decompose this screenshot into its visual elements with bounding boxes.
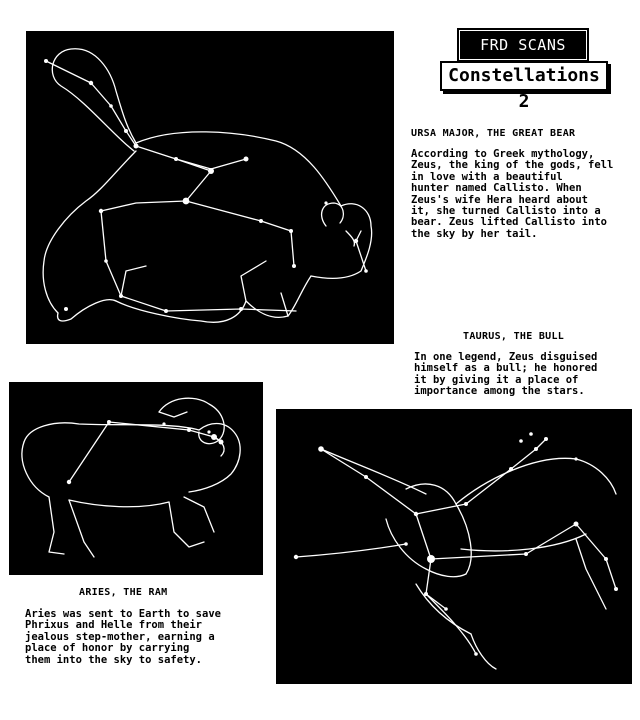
- page-title: Constellations 2: [440, 61, 608, 91]
- text-line: In one legend, Zeus disguised: [414, 351, 598, 363]
- taurus-drawing: [276, 409, 632, 684]
- aries-illustration: [9, 382, 263, 575]
- ursa-major-drawing: [26, 31, 394, 344]
- taurus-heading: TAURUS, THE BULL: [463, 331, 565, 342]
- text-line: it, she turned Callisto into a: [411, 205, 601, 218]
- text-line: them into the sky to safety.: [25, 653, 203, 666]
- text-line: himself as a bull; he honored: [414, 362, 598, 375]
- ursa-major-description: [411, 149, 613, 240]
- aries-heading: ARIES, THE RAM: [79, 587, 168, 598]
- text-line: Zeus, the king of the gods, fell: [411, 159, 614, 172]
- text-line: hunter named Callisto. When: [411, 182, 582, 195]
- text-line: importance among the stars.: [414, 385, 585, 398]
- text-line: Zeus's wife Hera heard about: [411, 193, 589, 206]
- aries-description: [25, 609, 221, 666]
- ursa-major-illustration: [26, 31, 394, 344]
- text-line: Phrixus and Helle from their: [25, 619, 203, 632]
- aries-drawing: [9, 382, 263, 575]
- text-line: bear. Zeus lifted Callisto into: [411, 216, 607, 229]
- text-line: the sky by her tail.: [411, 227, 538, 240]
- text-line: it by giving it a place of: [414, 373, 579, 386]
- text-line: Aries was sent to Earth to save: [25, 608, 221, 620]
- brand-tag: FRD SCANS: [460, 31, 586, 59]
- brand-logo: [440, 27, 606, 112]
- taurus-illustration: [276, 409, 632, 684]
- text-line: jealous step-mother, earning a: [25, 630, 215, 643]
- taurus-description: [414, 352, 597, 398]
- text-line: According to Greek mythology,: [411, 148, 595, 160]
- text-line: in love with a beautiful: [411, 170, 563, 183]
- ursa-major-heading: URSA MAJOR, THE GREAT BEAR: [411, 128, 576, 139]
- text-line: place of honor by carrying: [25, 642, 190, 655]
